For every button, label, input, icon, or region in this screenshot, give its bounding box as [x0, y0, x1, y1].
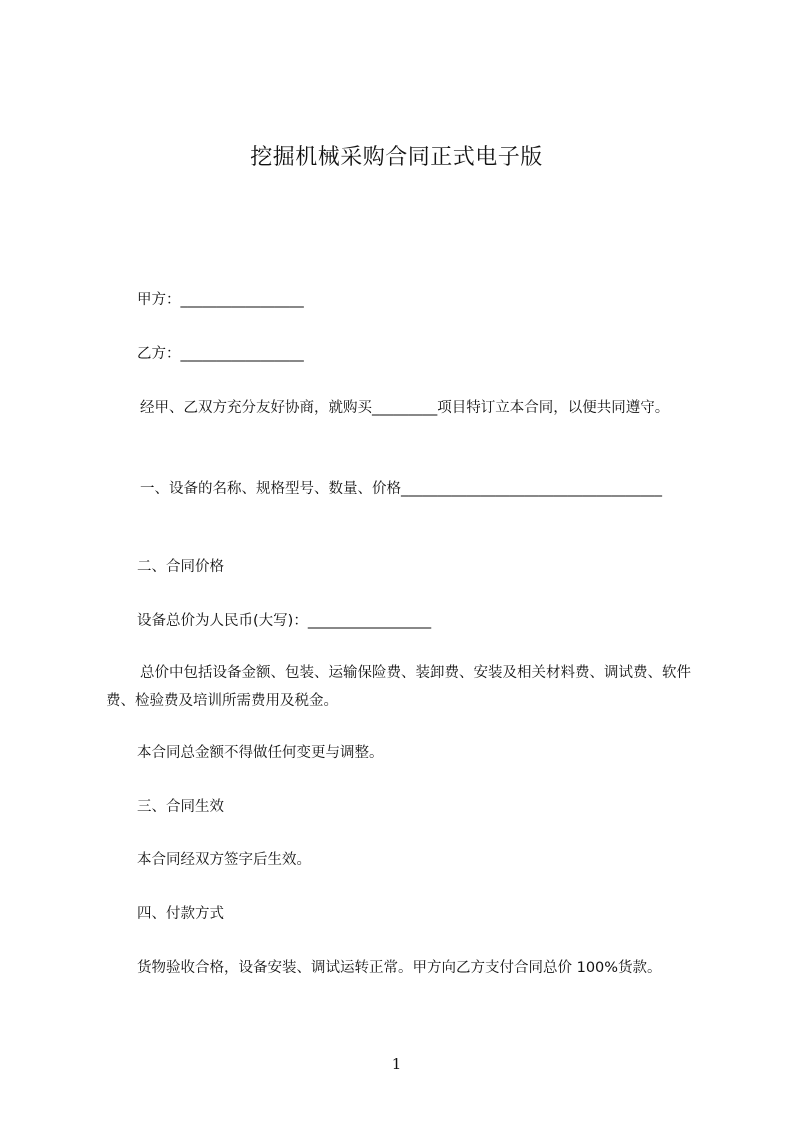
price-includes-paragraph: 总价中包括设备金额、包装、运输保险费、装卸费、安装及相关材料费、调试费、软件费、检验费及培训所需费用及税金。: [106, 665, 691, 709]
section-2-heading: 二、合同价格: [137, 559, 224, 575]
effective-line: 本合同经双方签字后生效。: [137, 852, 311, 868]
payment-line: 货物验收合格，设备安装、调试运转正常。甲方向乙方支付合同总价 100%货款。: [137, 960, 662, 976]
document-title: 挖掘机械采购合同正式电子版: [250, 145, 543, 170]
no-change-line: 本合同总金额不得做任何变更与调整。: [137, 745, 384, 761]
section-1-paragraph: 一、设备的名称、规格型号、数量、价格____________________________________: [140, 481, 662, 497]
section-4-heading: 四、付款方式: [137, 906, 224, 922]
intro-paragraph: 经甲、乙双方充分友好协商，就购买_________项目特订立本合同，以便共同遵守。: [140, 400, 670, 416]
party-a-line: 甲方：_________________: [137, 292, 304, 308]
party-b-line: 乙方：_________________: [137, 346, 304, 362]
total-price-line: 设备总价为人民币(大写)：_________________: [137, 613, 432, 629]
section-3-heading: 三、合同生效: [137, 799, 224, 815]
page-number: 1: [391, 1055, 402, 1073]
